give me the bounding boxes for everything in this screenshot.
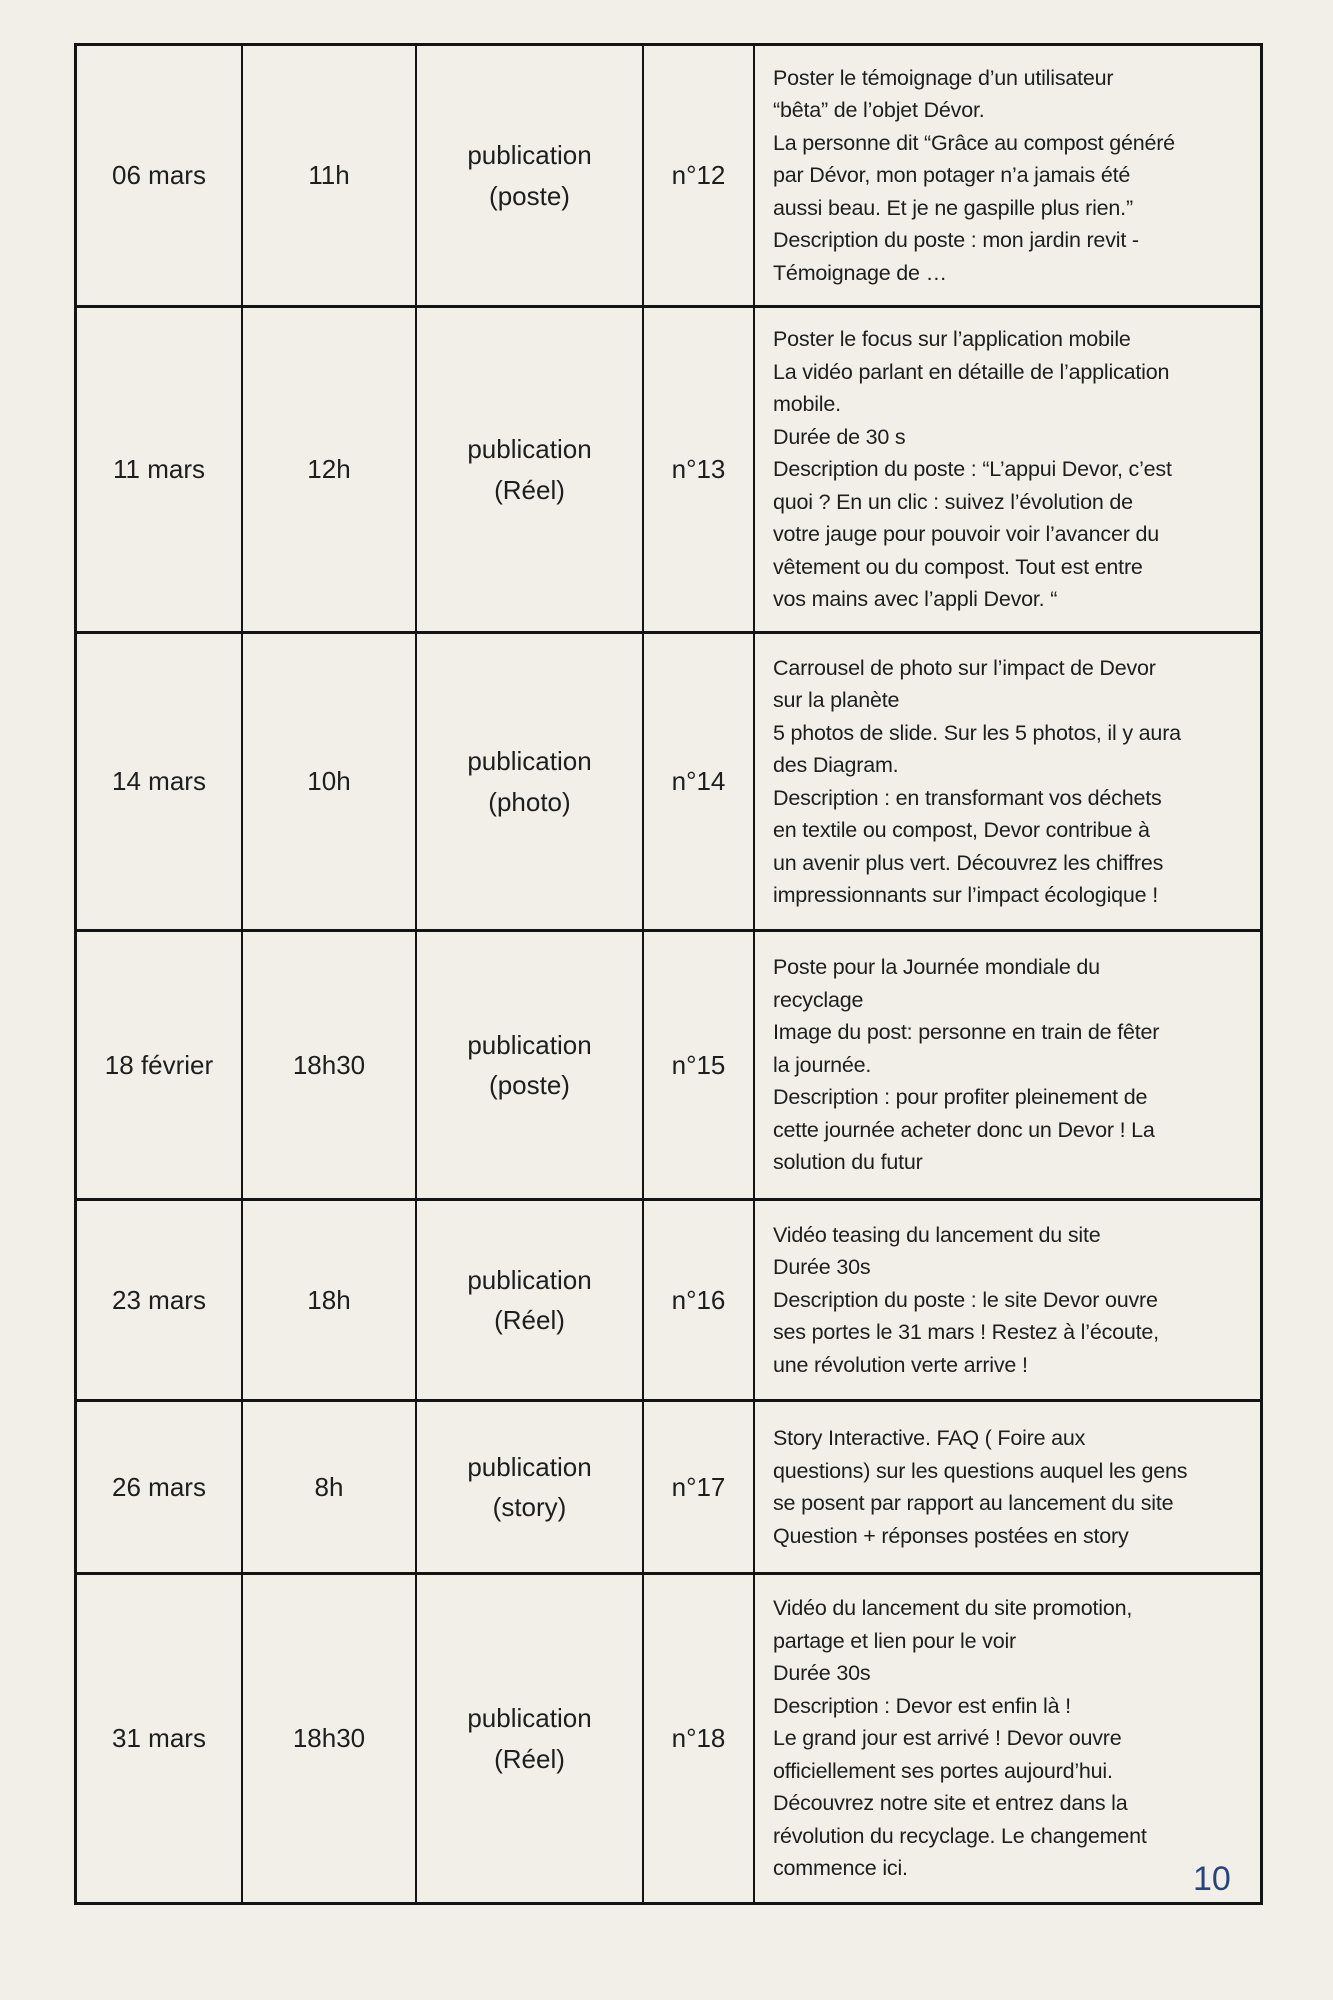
description-line: aussi beau. Et je ne gaspille plus rien.”: [773, 195, 1133, 220]
publication-type-line: publication: [467, 140, 592, 171]
publication-number-cell: n°16: [644, 1201, 755, 1399]
publication-type-line: publication: [467, 1703, 592, 1734]
description-line: Carrousel de photo sur l’impact de Devor: [773, 655, 1156, 680]
description-line: “bêta” de l’objet Dévor.: [773, 98, 985, 123]
time-cell: 18h: [243, 1201, 417, 1399]
time-cell: 10h: [243, 634, 417, 929]
publication-type-line: (story): [492, 1492, 567, 1522]
description-line: Story Interactive. FAQ ( Foire aux: [773, 1426, 1086, 1450]
description-line: Poster le témoignage d’un utilisateur: [773, 65, 1114, 90]
time-cell: 18h30: [243, 1575, 417, 1902]
publication-type-line: (photo): [488, 786, 571, 817]
description-line: par Dévor, mon potager n’a jamais été: [773, 163, 1131, 188]
description-line: Question + réponses postées en story: [773, 1523, 1129, 1548]
publication-type-cell: [417, 308, 644, 631]
publication-type-line: publication: [467, 434, 592, 465]
table-row: [77, 634, 1260, 932]
publication-schedule-table: [74, 43, 1263, 1905]
time-cell: 8h: [243, 1402, 417, 1572]
description-cell: [755, 46, 1260, 305]
table-row: [77, 1575, 1260, 1902]
description-line: vos mains avec l’appli Devor. “: [773, 587, 1058, 612]
description-line: se posent par rapport au lancement du site: [773, 1491, 1174, 1515]
description-cell: [755, 634, 1260, 929]
table-row: [77, 308, 1260, 634]
time-cell: 18h30: [243, 932, 417, 1198]
description-line: cette journée acheter donc un Devor ! La: [773, 1117, 1155, 1142]
description-line: Témoignage de …: [773, 260, 947, 285]
publication-number-cell: n°12: [644, 46, 755, 305]
description-line: un avenir plus vert. Découvrez les chiffres: [773, 850, 1164, 875]
description-line: Durée 30s: [773, 1661, 871, 1686]
description-cell: [755, 308, 1260, 631]
description-line: en textile ou compost, Devor contribue à: [773, 818, 1150, 842]
publication-type-cell: [417, 1575, 644, 1902]
description-line: des Diagram.: [773, 753, 899, 777]
publication-type-line: (poste): [489, 180, 570, 211]
description-line: Le grand jour est arrivé ! Devor ouvre: [773, 1726, 1122, 1751]
time-cell: 12h: [243, 308, 417, 631]
table-row: [77, 932, 1260, 1201]
description-cell: [755, 932, 1260, 1198]
description-line: révolution du recyclage. Le changement: [773, 1823, 1147, 1848]
description-line: Description : pour profiter pleinement de: [773, 1085, 1148, 1110]
date-cell: 26 mars: [77, 1402, 243, 1572]
description-line: la journée.: [773, 1052, 872, 1077]
description-line: sur la planète: [773, 688, 900, 712]
description-line: commence ici.: [773, 1856, 908, 1881]
description-line: Description : en transformant vos déchets: [773, 785, 1162, 810]
description-line: ses portes le 31 mars ! Restez à l’écoute,: [773, 1320, 1159, 1345]
description-line: Poster le focus sur l’application mobile: [773, 327, 1131, 352]
description-line: partage et lien pour le voir: [773, 1628, 1016, 1653]
description-line: impressionnants sur l’impact écologique !: [773, 883, 1158, 907]
publication-type-line: publication: [467, 1029, 592, 1060]
description-line: 5 photos de slide. Sur les 5 photos, il y aura: [773, 720, 1181, 745]
description-line: mobile.: [773, 392, 841, 417]
time-cell: 11h: [243, 46, 417, 305]
description-line: quoi ? En un clic : suivez l’évolution de: [773, 489, 1133, 514]
description-line: Vidéo du lancement du site promotion,: [773, 1596, 1133, 1621]
publication-type-line: (Réel): [494, 1305, 565, 1335]
description-line: vêtement ou du compost. Tout est entre: [773, 554, 1143, 579]
date-cell: 11 mars: [77, 308, 243, 631]
publication-number-cell: n°13: [644, 308, 755, 631]
date-cell: 06 mars: [77, 46, 243, 305]
publication-number-cell: n°15: [644, 932, 755, 1198]
table-row: [77, 46, 1260, 308]
publication-type-line: (poste): [489, 1070, 570, 1100]
description-line: votre jauge pour pouvoir voir l’avancer du: [773, 522, 1159, 547]
description-line: Durée de 30 s: [773, 424, 906, 449]
description-line: Description du poste : le site Devor ouvre: [773, 1287, 1158, 1312]
description-line: Description : Devor est enfin là !: [773, 1693, 1071, 1718]
description-line: questions) sur les questions auquel les gens: [773, 1458, 1188, 1483]
description-line: solution du futur: [773, 1150, 923, 1175]
table-row: [77, 1402, 1260, 1575]
description-line: Description du poste : mon jardin revit -: [773, 228, 1139, 253]
description-line: Description du poste : “L’appui Devor, c’est: [773, 457, 1172, 482]
description-line: Image du post: personne en train de fêter: [773, 1020, 1160, 1045]
publication-number-cell: n°18: [644, 1575, 755, 1902]
publication-type-cell: [417, 1201, 644, 1399]
description-cell: [755, 1402, 1260, 1572]
publication-type-line: (Réel): [494, 474, 565, 505]
description-cell: [755, 1201, 1260, 1399]
description-line: La personne dit “Grâce au compost généré: [773, 130, 1175, 155]
date-cell: 31 mars: [77, 1575, 243, 1902]
description-line: recyclage: [773, 987, 864, 1012]
publication-type-line: publication: [467, 1264, 592, 1295]
date-cell: 14 mars: [77, 634, 243, 929]
publication-type-cell: [417, 46, 644, 305]
description-line: La vidéo parlant en détaille de l’application: [773, 359, 1170, 384]
description-line: une révolution verte arrive !: [773, 1352, 1028, 1377]
publication-type-cell: [417, 932, 644, 1198]
publication-type-cell: [417, 1402, 644, 1572]
description-cell: [755, 1575, 1260, 1902]
publication-number-cell: n°17: [644, 1402, 755, 1572]
date-cell: 23 mars: [77, 1201, 243, 1399]
description-line: officiellement ses portes aujourd’hui.: [773, 1758, 1113, 1783]
description-line: Découvrez notre site et entrez dans la: [773, 1791, 1128, 1816]
table-row: [77, 1201, 1260, 1402]
page-number: 10: [1193, 1860, 1231, 1898]
publication-type-line: publication: [467, 746, 592, 777]
date-cell: 18 février: [77, 932, 243, 1198]
publication-type-cell: [417, 634, 644, 929]
description-line: Vidéo teasing du lancement du site: [773, 1222, 1101, 1247]
publication-number-cell: n°14: [644, 634, 755, 929]
publication-type-line: publication: [467, 1451, 592, 1482]
description-line: Poste pour la Journée mondiale du: [773, 955, 1100, 980]
description-line: Durée 30s: [773, 1255, 871, 1280]
publication-type-line: (Réel): [494, 1743, 565, 1774]
